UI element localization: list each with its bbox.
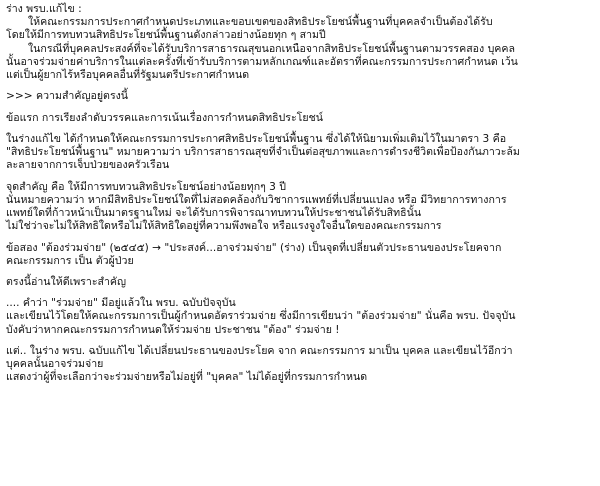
key-point-heading: >>> ความสำคัญอยู่ตรงนี้ [6, 90, 129, 103]
paragraph-line: .... คำว่า "ร่วมจ่าย" มีอยู่แล้วใน พรบ. ฉบับปัจจุบัน [6, 297, 236, 310]
paragraph-line: นั่นหมายความว่า หากมีสิทธิประโยชน์ใดที่ไม่สอดคล้องกับวิชาการแพทย์ที่เปลี่ยนแปลง หรือ มีวิทยาการทางการ [6, 193, 507, 206]
paragraph-line: ในร่างแก้ไข ได้กำหนดให้คณะกรรมการประกาศสิทธิประโยชน์พื้นฐาน ซึ่งได้ให้นิยามเพิ่มเติมไว้ในมาตรา 3 คือ [6, 132, 507, 145]
draft-heading: ร่าง พรบ.แก้ไข : [6, 3, 82, 15]
draft-line: นั้นอาจร่วมจ่ายค่าบริการในแต่ละครั้งที่เข้ารับบริการตามหลักเกณฑ์และอัตราที่คณะกรรมการประกาศกำหนด เว้น [6, 55, 518, 68]
paragraph-line: บังคับว่าหากคณะกรรมการกำหนดให้ร่วมจ่าย ประชาชน "ต้อง" ร่วมจ่าย ! [6, 323, 340, 336]
paragraph-line: แสดงว่าผู้ที่จะเลือกว่าจะร่วมจ่ายหรือไม่อยู่ที่ "บุคคล" ไม่ได้อยู่ที่กรรมการกำหนด [6, 371, 368, 384]
paragraph-line: ละลายจากการเจ็บป่วยของครัวเรือน [6, 159, 170, 172]
paragraph-line: ข้อสอง "ต้องร่วมจ่าย" (๒๕๔๕) → "ประสงค์...อาจร่วมจ่าย" (ร่าง) เป็นจุดที่เปลี่ยนตัวประธานของประโยคจาก [6, 241, 502, 254]
draft-line: ในกรณีที่บุคคลประสงค์ที่จะได้รับบริการสาธารณสุขนอกเหนือจากสิทธิประโยชน์พื้นฐานตามวรรคสอง บุคคล [28, 42, 515, 55]
draft-line: ให้คณะกรรมการประกาศกำหนดประเภทและขอบเขตของสิทธิประโยชน์พื้นฐานที่บุคคลจำเป็นต้องได้รับ [28, 16, 493, 29]
paragraph-line: แพทย์ใดที่ก้าวหน้าเป็นมาตรฐานใหม่ จะได้รับการพิจารณาทบทวนให้ประชาชนได้รับสิทธินั้น [6, 207, 422, 220]
point-one-title: ข้อแรก การเรียงลำดับวรรคและการเน้นเรื่องการกำหนดสิทธิประโยชน์ [6, 111, 323, 124]
paragraph-line: คณะกรรมการ เป็น ตัวผู้ป่วย [6, 254, 134, 267]
paragraph-line: จุดสำคัญ คือ ให้มีการทบทวนสิทธิประโยชน์อย่างน้อยทุกๆ 3 ปี [6, 180, 287, 193]
draft-line: โดยให้มีการทบทวนสิทธิประโยชน์พื้นฐานดังกล่าวอย่างน้อยทุก ๆ สามปี [6, 29, 326, 42]
paragraph-line: และเขียนไว้โดยให้คณะกรรมการเป็นผู้กำหนดอัตราร่วมจ่าย ซึ่งมีการเขียนว่า "ต้องร่วมจ่าย" นั่นคือ พรบ. ปัจจุบัน [6, 310, 516, 323]
draft-line: แต่เป็นผู้ยากไร้หรือบุคคลอื่นที่รัฐมนตรีประกาศกำหนด [6, 69, 250, 82]
paragraph-line: แต่.. ในร่าง พรบ. ฉบับแก้ไข ได้เปลี่ยนประธานของประโยค จาก คณะกรรมการ มาเป็น บุคคล และเขียนไว้อีกว่า [6, 344, 513, 357]
paragraph-line: "สิทธิประโยชน์พื้นฐาน" หมายความว่า บริการสาธารณสุขที่จำเป็นต่อสุขภาพและการดำรงชีวิตเพื่อป้องกันภาวะล้ม [6, 146, 520, 159]
attention-line: ตรงนี้อ่านให้ดีเพราะสำคัญ [6, 275, 127, 288]
paragraph-line: ไม่ใช่ว่าจะไม่ให้สิทธิใดหรือไม่ให้สิทธิใดอยู่ที่ความพึงพอใจ หรือแรงจูงใจอื่นใดของคณะกรรมการ [6, 220, 442, 233]
paragraph-line: บุคคลนั้นอาจร่วมจ่าย [6, 358, 104, 371]
